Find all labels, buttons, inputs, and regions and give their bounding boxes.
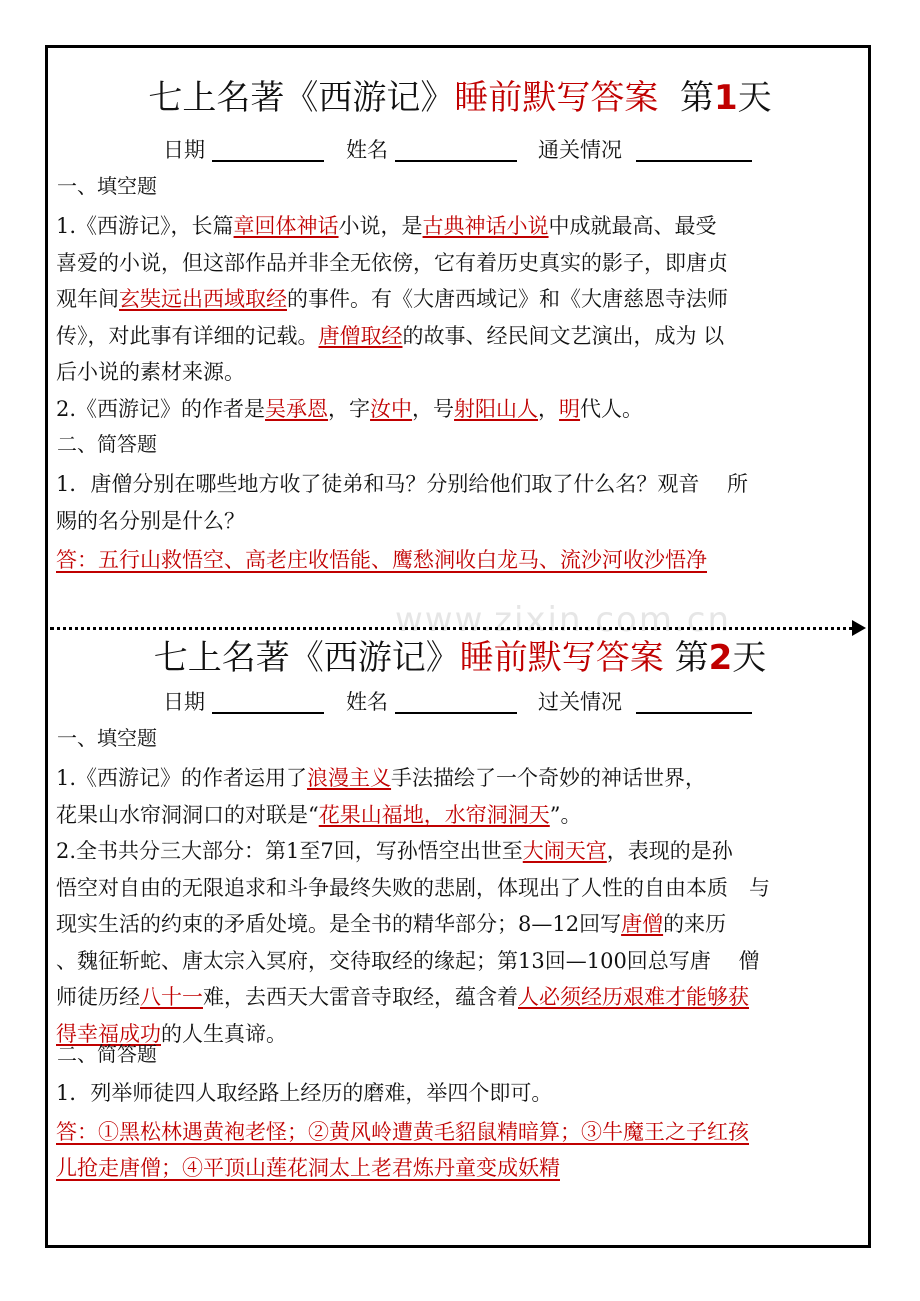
day2-day-number: 2 — [708, 638, 733, 678]
day2-q2-line4: 、魏征斩蛇、唐太宗入冥府，交待取经的缘起；第13回—100回总写唐 僧 — [56, 948, 760, 973]
day1-status-blank[interactable] — [636, 160, 752, 162]
day2-answer-line1: 答：①黑松林遇黄袍老怪；②黄风岭遭黄毛貂鼠精暗算；③牛魔王之子红孩 — [56, 1119, 749, 1144]
day1-info-fields — [0, 134, 920, 166]
arrow-right-icon — [852, 620, 866, 636]
day2-q2-line2: 悟空对自由的无限追求和斗争最终失败的悲剧，体现出了人性的自由本质 与 — [56, 875, 770, 900]
day1-status-label: 通关情况 — [538, 138, 622, 162]
day1-answer-blank: 汝中 — [370, 396, 413, 421]
day1-day-prefix: 第 — [679, 78, 714, 118]
day2-answer-blank: 大闹天宫 — [522, 839, 607, 863]
day2-q2-line3: 现实生活的约束的矛盾处境。是全书的精华部分；8—12回写唐僧的来历 — [56, 912, 727, 936]
day2-info-fields — [0, 686, 920, 718]
day1-q1-line3: 观年间玄奘远出西域取经的事件。有《大唐西域记》和《大唐慈恩寺法师 — [56, 287, 728, 311]
day1-answer-blank: 明 — [559, 396, 581, 421]
day1-title-red: 睡前默写答案 — [454, 78, 659, 118]
watermark: www.zixin.com.cn — [395, 600, 731, 640]
day1-answer: 答：五行山救悟空、高老庄收悟能、鹰愁涧收白龙马、流沙河收沙悟净 — [56, 548, 707, 572]
day2-name-label: 姓名 — [346, 690, 388, 714]
day2-answer-blank: 人必须经历艰难才能够获 — [518, 985, 749, 1009]
day1-answer-blank: 唐僧取经 — [318, 323, 403, 348]
day1-name-label: 姓名 — [346, 138, 388, 162]
day2-day-prefix: 第 — [674, 638, 709, 678]
day2-status-blank[interactable] — [636, 712, 752, 714]
day1-date-blank[interactable] — [212, 160, 324, 162]
day1-title-main: 七上名著《西游记》 — [148, 78, 455, 118]
day2-short-question — [56, 1075, 864, 1187]
day1-fill-questions — [56, 208, 864, 427]
dotted-divider — [50, 627, 860, 630]
day2-fill-questions — [56, 760, 864, 1052]
day2-status-label: 过关情况 — [538, 690, 622, 714]
day2-answer-blank: 唐僧 — [621, 912, 664, 936]
day2-section-fill-blank: 一、填空题 — [57, 726, 157, 750]
day2-answer-blank: 八十一 — [140, 985, 203, 1009]
day1-q1-line4: 传》，对此事有详细的记载。唐僧取经的故事、经民间文艺演出，成为 以 — [56, 323, 725, 348]
day2-sq1-line: 1．列举师徒四人取经路上经历的磨难，举四个即可。 — [56, 1081, 553, 1105]
day1-answer-blank: 射阳山人 — [454, 396, 539, 421]
day2-answer-blank: 花果山福地，水帘洞洞天 — [318, 802, 550, 827]
day2-q1-line1: 1.《西游记》的作者运用了浪漫主义手法描绘了一个奇妙的神话世界， — [56, 766, 707, 790]
day2-q1-line2: 花果山水帘洞洞口的对联是“花果山福地，水帘洞洞天”。 — [56, 802, 582, 827]
day1-answer-blank: 吴承恩 — [265, 396, 329, 421]
day2-title — [0, 636, 920, 680]
day2-date-blank[interactable] — [212, 712, 324, 714]
day1-date-label: 日期 — [163, 138, 205, 162]
day1-title — [0, 76, 920, 120]
day2-section-short-answer: 二、简答题 — [57, 1042, 157, 1066]
day2-title-red: 睡前默写答案 — [459, 638, 664, 678]
day1-name-blank[interactable] — [395, 160, 517, 162]
day2-answer-blank: 得幸福成功 — [56, 1021, 161, 1046]
day1-q1-line1: 1.《西游记》，长篇章回体神话小说，是古典神话小说中成就最高、最受 — [56, 214, 717, 238]
day1-section-short-answer: 二、简答题 — [57, 432, 157, 456]
day2-q2-line5: 师徒历经八十一难，去西天大雷音寺取经，蕴含着人必须经历艰难才能够获 — [56, 985, 749, 1009]
day1-answer-blank: 古典神话小说 — [422, 214, 549, 238]
day2-day-suffix: 天 — [732, 638, 767, 678]
day1-short-question — [56, 466, 864, 579]
day1-sq1-line1: 1．唐僧分别在哪些地方收了徒弟和马？分别给他们取了什么名？观音 所 — [56, 472, 749, 496]
day1-q1-line5: 后小说的素材来源。 — [56, 360, 245, 384]
day1-sq1-line2: 赐的名分别是什么？ — [56, 508, 245, 533]
day1-answer-blank: 章回体神话 — [233, 214, 339, 238]
day2-title-main: 七上名著《西游记》 — [153, 638, 460, 678]
day2-date-label: 日期 — [163, 690, 205, 714]
day1-day-suffix: 天 — [737, 78, 772, 118]
day1-q1-line2: 喜爱的小说，但这部作品并非全无依傍，它有着历史真实的影子，即唐贞 — [56, 250, 728, 275]
day2-q2-line1: 2.全书共分三大部分：第1至7回，写孙悟空出世至大闹天宫，表现的是孙 — [56, 839, 733, 863]
day1-q2-line: 2.《西游记》的作者是吴承恩，字汝中，号射阳山人，明代人。 — [56, 396, 644, 421]
day2-answer-blank: 浪漫主义 — [307, 766, 392, 790]
day2-answer-line2: 儿抢走唐僧；④平顶山莲花洞太上老君炼丹童变成妖精 — [56, 1156, 560, 1180]
day2-name-blank[interactable] — [395, 712, 517, 714]
day1-section-fill-blank: 一、填空题 — [57, 174, 157, 198]
day2-q2-line6: 得幸福成功的人生真谛。 — [56, 1021, 287, 1046]
day1-answer-blank: 玄奘远出西域取经 — [119, 287, 287, 311]
day1-day-number: 1 — [713, 78, 738, 118]
